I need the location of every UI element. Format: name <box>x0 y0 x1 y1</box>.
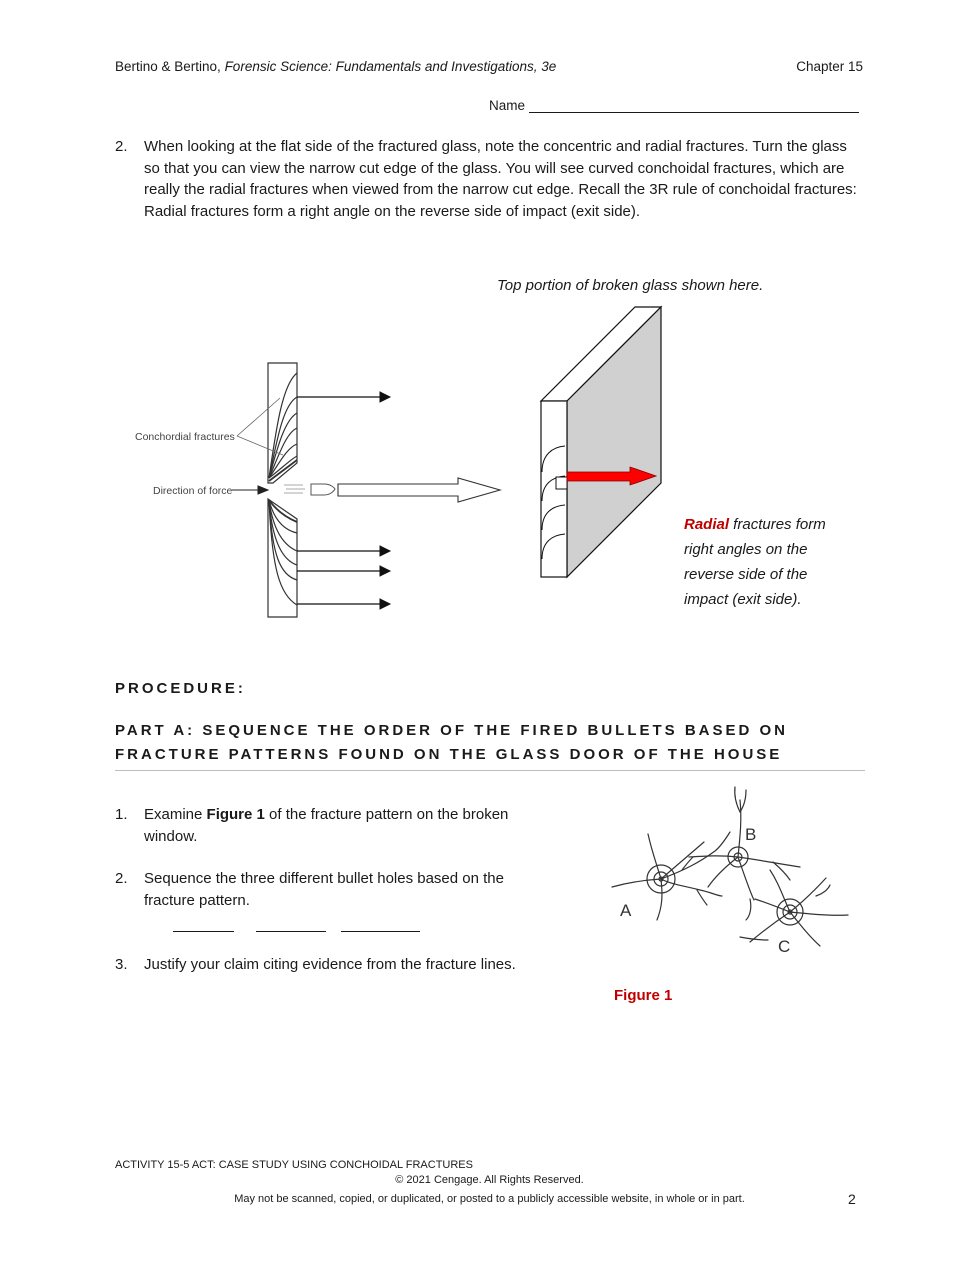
sequence-answer-blanks <box>173 917 420 937</box>
glass-slab-3d <box>541 307 661 577</box>
label-conchordial-fractures: Conchordial fractures <box>135 431 235 443</box>
force-arrow-icon <box>232 486 268 494</box>
hole-label-b: B <box>745 825 757 844</box>
procedure-item-2: 2. Sequence the three different bullet holes based on the fracture pattern. <box>115 870 504 909</box>
label-direction-of-force: Direction of force <box>153 485 233 497</box>
part-a-heading: PART A: SEQUENCE THE ORDER OF THE FIRED BULLETS BASED ON FRACTURE PATTERNS FOUND ON THE GLASS DOOR OF THE HOUSE <box>115 719 865 771</box>
direction-outline-arrow-icon <box>338 478 500 502</box>
footer-notice: May not be scanned, copied, or duplicated, or posted to a publicly accessible website, in whole or in part. <box>234 1193 745 1205</box>
header-chapter: Chapter 15 <box>796 59 863 74</box>
glass-cross-section-bottom <box>268 499 297 617</box>
footer-copyright: © 2021 Cengage. All Rights Reserved. <box>395 1174 584 1186</box>
exit-arrows <box>297 392 390 609</box>
radial-highlight: Radial <box>684 516 730 533</box>
right-angle-marker <box>556 477 567 489</box>
hole-label-a: A <box>620 901 632 920</box>
answer-blank-3[interactable] <box>341 917 420 932</box>
header-authors: Bertino & Bertino, <box>115 59 225 74</box>
glass-caption: Top portion of broken glass shown here. <box>497 277 764 294</box>
answer-blank-1[interactable] <box>173 917 234 932</box>
procedure-item-3: 3. Justify your claim citing evidence from the fracture lines. <box>115 956 516 973</box>
procedure-item-1: 1. Examine Figure 1 of the fracture pattern on the broken window. <box>115 806 509 845</box>
item-number: 2. <box>115 138 128 155</box>
name-label: Name <box>489 98 526 113</box>
figure-reference: Figure 1 <box>206 806 265 823</box>
footer-activity: ACTIVITY 15-5 ACT: CASE STUDY USING CONCHOIDAL FRACTURES <box>115 1159 473 1171</box>
header-book-title: Forensic Science: Fundamentals and Investigations, 3e <box>224 59 557 74</box>
hole-label-c: C <box>778 937 791 956</box>
item-text: When looking at the flat side of the fractured glass, note the concentric and radial fractures. Turn the glass so that you can view the narrow cut edge of the glass. You will see curved conchoidal fractures, which are really the radial fractures when viewed from the narrow cut edge. Recall the 3R rule of conchoidal fractures: Radial fractures form a right angle on the reverse side of impact (exit side). <box>144 138 857 220</box>
radial-note: Radial fractures form right angles on the reverse side of the impact (exit side). <box>684 516 826 608</box>
figure-1-label: Figure 1 <box>614 987 673 1004</box>
page-number: 2 <box>848 1191 856 1207</box>
answer-blank-2[interactable] <box>256 917 326 932</box>
glass-cross-section-top <box>268 363 297 483</box>
figure-1-fracture-sketch <box>590 782 860 962</box>
procedure-heading: PROCEDURE: <box>115 680 246 697</box>
bullet-icon <box>284 484 335 495</box>
